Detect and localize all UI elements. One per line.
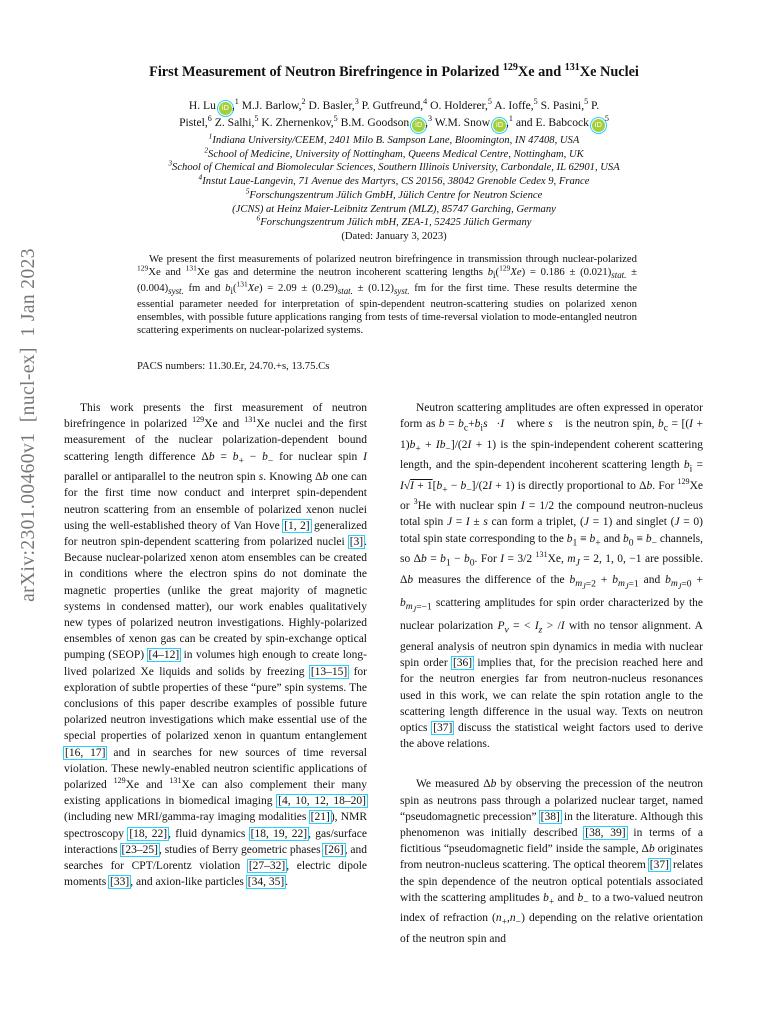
citation-link[interactable]: [18, 22] (129, 827, 168, 840)
citation-link[interactable]: [33] (110, 876, 130, 889)
citation-link[interactable]: [4–12] (148, 649, 180, 662)
paper-title: First Measurement of Neutron Birefringence in Polarized $^{129}$Xe and $^{131}$Xe Nuclei (149, 62, 639, 80)
orcid-icon[interactable]: iD (219, 102, 232, 115)
arxiv-sidebar (14, 160, 44, 690)
citation-link[interactable]: [37] (433, 721, 453, 734)
affiliation: $^4$Instut Laue-Langevin, 71 Avenue des Martyrs, CS 20156, 38042 Grenoble Cedex 9, France (198, 172, 590, 188)
affiliation: $^6$Forschungszentrum Jülich mbH, ZEA-1, 52425 Jülich Germany (256, 213, 532, 229)
affiliation: (JCNS) at Heinz Maier-Leibnitz Zentrum (MLZ), 85747 Garching, Germany (232, 203, 556, 215)
intro-paragraph: This work presents the first measurement of neutron birefringence in polarized $^{129}$Xe and $^{131}$Xe nuclei and the first measurement of the nuclear polarization-dependent bound scattering length difference $\Delta b = b_+ - b_-$ for nuclear spin I parallel or antiparallel to the neutron spin s. Knowing Δb one can for the first time now conduct and interpret spin-dependent neutron scattering from an ensemble of polarized xenon nuclei using the well-established theory of Van Hove [1, 2] generalized for neutron spin-dependent scattering from polarized nuclei [3]. Because nuclear-polarized xenon atom ensembles can be created in conditions where the electron spins do not dominate the magnetic properties (unlike the great majority of magnetic systems in condensed matter), our work enables qualitatively new types of polarized neutron investigations. Highly-polarized ensembles of xenon gas can be created by spin-exchange optical pumping (SEOP) [4–12] in volumes high enough to create long-lived polarized Xe liquids and solids by freezing [13–15] for exploration of subtle properties of these “pure” spin systems. The conclusions of this paper describe examples of possible future polarized neutron investigations which make essential use of the special properties of polarized xenon in quantum entanglement [16, 17] and in searches for new sources of time reversal violation. These newly-enabled neutron scientific applications of polarized $^{129}$Xe and $^{131}$Xe can also complement their many existing applications in biomedical imaging [4, 10, 12, 18–20] (including new MRI/gamma-ray imaging modalities [21]), NMR spectroscopy [18, 22], fluid dynamics [18, 19, 22], gas/surface interactions [23–25], studies of Berry geometric phases [26], and searches for CPT/Lorentz violation [27–32], electric dipole moments [33], and axion-like particles [34, 35]. (64, 402, 368, 889)
affiliation: $^5$Forschungszentrum Jülich GmbH, Jülich Centre for Neutron Science (245, 186, 543, 201)
citation-link[interactable]: [13–15] (310, 665, 348, 678)
citation-link[interactable]: [36] (452, 657, 473, 670)
measurement-paragraph: We measured Δb by observing the precession of the neutron spin as neutrons pass through a polarized nuclear target, named “pseudomagnetic precession” [38] in the literature. Although this phenomenon was initially described [38, 39] in terms of a fictitious “pseudomagnetic field” inside the sample, Δb originates from neutron-nucleus scattering. The optical theorem [37] relates the spin dependence of the neutron optical potentials associated with the scattering amplitudes $b_+$ and $b_-$ to a two-valued neutron index of refraction $(n_+,n_-)$ depending on the relative orientation of the neutron spin and (400, 778, 703, 945)
citation-link[interactable]: [38, 39] (585, 826, 626, 839)
citation-link[interactable]: [23–25] (121, 843, 158, 856)
citation-link[interactable]: [1, 2] (284, 519, 310, 532)
citation-link[interactable]: [34, 35] (247, 876, 285, 889)
amplitude-paragraph: Neutron scattering amplitudes are often expressed in operator form as $b = b_c+b_is⃗\cdot I⃗$ where s⃗ is the neutron spin, $b_c = [(I + 1)b_+ + Ib_-]/(2I + 1)$ is the spin-independent coherent scattering length, and the spin-dependent incoherent scattering length $b_i = I√I + 1[b_+ - b_-]/(2I + 1)$ is directly proportional to Δb. For $^{129}$Xe or $^3$He with nuclear spin I = 1/2 the compound neutron-nucleus total spin J = I ± s can form a triplet, (J = 1) and singlet (J = 0) total spin state corresponding to the $b_1 \equiv b_+$ and $b_0 \equiv b_-$ channels, so $\Delta b = b_1 - b_0$. For I = 3/2 $^{131}$Xe, $m_J = 2$, 1, 0, −1 are possible. Δb measures the difference of the $b_{m_J=2} + b_{m_J=1}$ and $b_{m_J=0} + b_{m_J=-1}$ scattering amplitudes for spin order characterized by the nuclear polarization $P_v$ = < $I_z > /I$ with no tensor alignment. A general analysis of neutron spin dynamics in media with nuclear spin order [36] implies that, for the precision reached here and for the neutron energies far from neutron-nucleus resonances used in this work, we can relate the spin rotation angle to the scattering length difference in the usual way. Texts on neutron optics [37] discuss the statistical weight factors used to derive the above relations. (400, 402, 703, 751)
orcid-icon[interactable]: iD (493, 119, 506, 132)
affiliation: $^1$Indiana University/CEEM, 2401 Milo B. Sampson Lane, Bloomington, IN 47408, USA (208, 131, 580, 146)
citation-link[interactable]: [21] (310, 811, 330, 824)
orcid-icon[interactable]: iD (412, 119, 425, 132)
citation-link[interactable]: [26] (324, 843, 344, 856)
arxiv-stamp: arXiv:2301.00460v1 [nucl-ex] 1 Jan 2023 (18, 248, 40, 602)
citation-link[interactable]: [4, 10, 12, 18–20] (278, 795, 366, 808)
citation-link[interactable]: [3] (349, 535, 364, 548)
right-column (400, 400, 703, 947)
citation-link[interactable]: [38] (540, 810, 560, 823)
citation-link[interactable]: [37] (649, 859, 669, 872)
citation-link[interactable]: [18, 19, 22] (250, 827, 308, 840)
citation-link[interactable]: [16, 17] (65, 746, 106, 759)
left-column (64, 400, 367, 890)
affiliations (90, 131, 698, 244)
abstract: We present the first measurements of polarized neutron birefringence in transmission through nuclear-polarized $^{129}$Xe and $^{131}$Xe gas and determine the neutron incoherent scattering lengths $b_i(^{129}Xe) = 0.186 \pm (0.021)_{stat.} \pm (0.004)_{syst.}$ fm and $b_i(^{131}Xe) = 2.09 \pm (0.29)_{stat.} \pm (0.12)_{syst.}$ fm for the first time. These results determine the essential parameter needed for interpretation of spin-dependent neutron-scattering studies on polarized xenon ensembles, with possible future applications ranging from tests of time-reversal violation to mode-entangled neutron scattering experiments on nuclear-polarized systems. (137, 253, 638, 336)
author-list: H. Lu iD ,$^1$ M.J. Barlow,$^2$ D. Basler,$^3$ P. Gutfreund,$^4$ O. Holderer,$^5$ A. Ioffe,$^5$ S. Pasini,$^5$ P. Pistel,$^6$ Z. Salhi,$^5$ K. Zhernenkov,$^5$ B.M. Goodson iD ,$^3$ W.M. Snow iD ,$^1$ and E. Babcock $iD^5$ (90, 98, 698, 132)
orcid-icon[interactable]: iD (592, 119, 605, 132)
dated-line: (Dated: January 3, 2023) (341, 230, 447, 242)
affiliation: $^3$School of Chemical and Biomolecular Sciences, Southern Illinois University, Carbondale, IL 62901, USA (168, 158, 620, 174)
pacs-numbers: PACS numbers: 11.30.Er, 24.70.+s, 13.75.Cs (137, 360, 330, 372)
citation-link[interactable]: [27–32] (248, 859, 286, 872)
affiliation: $^2$School of Medicine, University of Nottingham, Queens Medical Centre, Nottingham, UK (204, 145, 584, 160)
